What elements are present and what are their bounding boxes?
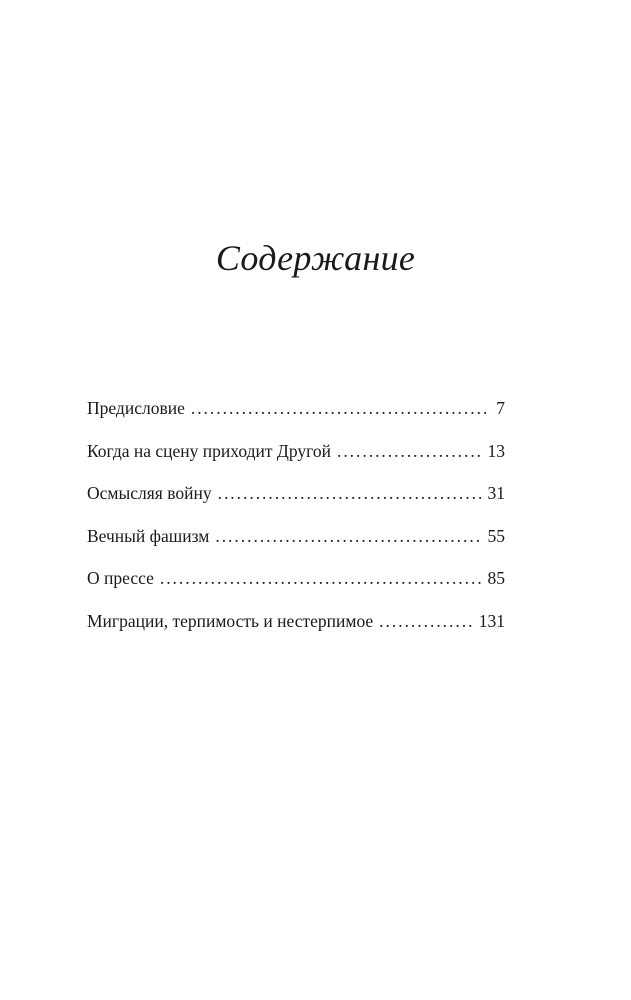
toc-entry-title: Когда на сцену приходит Другой bbox=[87, 440, 331, 461]
toc-entry-title: О прессе bbox=[87, 568, 154, 588]
toc-entry-other[interactable] bbox=[87, 439, 505, 482]
table-of-contents bbox=[87, 396, 505, 651]
toc-entry-page-number: 131 bbox=[478, 610, 505, 631]
dot-leader bbox=[337, 439, 482, 463]
toc-entry-page-number: 7 bbox=[496, 398, 505, 418]
toc-entry-title: Вечный фашизм bbox=[87, 525, 210, 546]
toc-entry-war[interactable] bbox=[87, 481, 505, 524]
toc-entry-page-number: 85 bbox=[487, 568, 505, 588]
toc-entry-title: Миграции, терпимость и нестерпимое bbox=[87, 610, 374, 631]
toc-entry-page-number: 13 bbox=[487, 440, 505, 461]
dot-leader bbox=[379, 609, 473, 633]
toc-entry-title: Осмысляя войну bbox=[87, 483, 212, 503]
page-title: Содержание bbox=[215, 238, 416, 278]
toc-entry-migrations[interactable] bbox=[87, 609, 505, 652]
toc-entry-title: Предисловие bbox=[87, 398, 185, 418]
dot-leader bbox=[191, 396, 490, 420]
toc-entry-fascism[interactable] bbox=[87, 524, 505, 567]
toc-entry-preface[interactable] bbox=[87, 396, 505, 439]
toc-entry-press[interactable] bbox=[87, 566, 505, 609]
dot-leader bbox=[218, 481, 482, 505]
dot-leader bbox=[160, 566, 482, 590]
toc-entry-page-number: 55 bbox=[487, 525, 505, 546]
dot-leader bbox=[215, 524, 481, 548]
toc-entry-page-number: 31 bbox=[487, 483, 505, 503]
